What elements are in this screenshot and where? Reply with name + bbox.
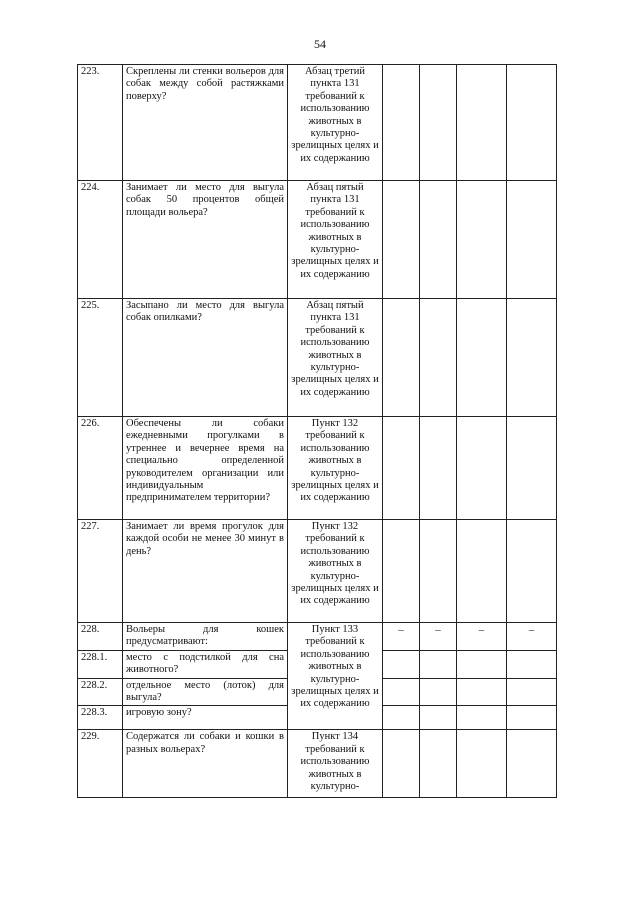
answer-cell[interactable] [420,678,457,706]
answer-cell[interactable] [507,650,557,678]
answer-cell[interactable] [457,299,507,417]
checklist-table [77,64,557,798]
answer-cell[interactable] [507,706,557,730]
table-row [78,299,557,417]
dash-cell: – [383,623,420,651]
answer-cell[interactable] [457,678,507,706]
row-number: 225. [78,299,123,417]
table-row [78,623,557,651]
answer-cell[interactable] [457,65,507,181]
row-question: Занимает ли место для выгула собак 50 процентов общей площади вольера? [123,181,288,299]
row-requirement: Абзац третий пункта 131 требований к использованию животных в культурно-зрелищных целях и их содержанию [288,65,383,181]
row-number: 226. [78,417,123,520]
row-requirement: Абзац пятый пункта 131 требований к использованию животных в культурно-зрелищных целях и их содержанию [288,299,383,417]
answer-cell[interactable] [383,678,420,706]
answer-cell[interactable] [457,417,507,520]
answer-cell[interactable] [420,706,457,730]
answer-cell[interactable] [420,65,457,181]
row-requirement: Пункт 132 требований к использованию животных в культурно-зрелищных целях и их содержанию [288,520,383,623]
row-number: 228.1. [78,650,123,678]
row-question: отдельное место (лоток) для выгула? [123,678,288,706]
row-number: 228. [78,623,123,651]
table-row [78,520,557,623]
table-row [78,417,557,520]
answer-cell[interactable] [457,706,507,730]
answer-cell[interactable] [507,65,557,181]
row-question: Содержатся ли собаки и кошки в разных вольерах? [123,730,288,798]
row-question: Обеспечены ли собаки ежедневными прогулками в утреннее и вечернее время на специально определенной руководителем организации или индивидуальным предпринимателем территории? [123,417,288,520]
dash-cell: – [457,623,507,651]
answer-cell[interactable] [383,417,420,520]
table-row [78,181,557,299]
row-requirement: Пункт 134 требований к использованию животных в культурно- [288,730,383,798]
answer-cell[interactable] [457,730,507,798]
answer-cell[interactable] [383,730,420,798]
row-question: Засыпано ли место для выгула собак опилками? [123,299,288,417]
answer-cell[interactable] [507,730,557,798]
answer-cell[interactable] [457,650,507,678]
row-question: место с подстилкой для сна животного? [123,650,288,678]
answer-cell[interactable] [457,181,507,299]
table-row [78,730,557,798]
row-question: Вольеры для кошек предусматривают: [123,623,288,651]
answer-cell[interactable] [383,181,420,299]
row-question: Скреплены ли стенки вольеров для собак между собой растяжками поверху? [123,65,288,181]
answer-cell[interactable] [507,520,557,623]
answer-cell[interactable] [507,417,557,520]
row-requirement: Пункт 132 требований к использованию животных в культурно-зрелищных целях и их содержанию [288,417,383,520]
row-requirement: Абзац пятый пункта 131 требований к использованию животных в культурно-зрелищных целях и их содержанию [288,181,383,299]
answer-cell[interactable] [420,730,457,798]
answer-cell[interactable] [420,181,457,299]
row-number: 228.3. [78,706,123,730]
answer-cell[interactable] [457,520,507,623]
row-number: 229. [78,730,123,798]
row-number: 228.2. [78,678,123,706]
answer-cell[interactable] [507,678,557,706]
answer-cell[interactable] [383,65,420,181]
answer-cell[interactable] [383,520,420,623]
answer-cell[interactable] [420,520,457,623]
row-requirement: Пункт 133 требований к использованию животных в культурно-зрелищных целях и их содержанию [288,623,383,730]
row-question: игровую зону? [123,706,288,730]
answer-cell[interactable] [383,706,420,730]
answer-cell[interactable] [507,181,557,299]
page-number: 54 [314,37,326,51]
table-row [78,65,557,181]
answer-cell[interactable] [383,299,420,417]
dash-cell: – [507,623,557,651]
answer-cell[interactable] [507,299,557,417]
row-number: 223. [78,65,123,181]
answer-cell[interactable] [420,650,457,678]
row-number: 227. [78,520,123,623]
answer-cell[interactable] [383,650,420,678]
answer-cell[interactable] [420,299,457,417]
row-number: 224. [78,181,123,299]
answer-cell[interactable] [420,417,457,520]
dash-cell: – [420,623,457,651]
row-question: Занимает ли время прогулок для каждой особи не менее 30 минут в день? [123,520,288,623]
